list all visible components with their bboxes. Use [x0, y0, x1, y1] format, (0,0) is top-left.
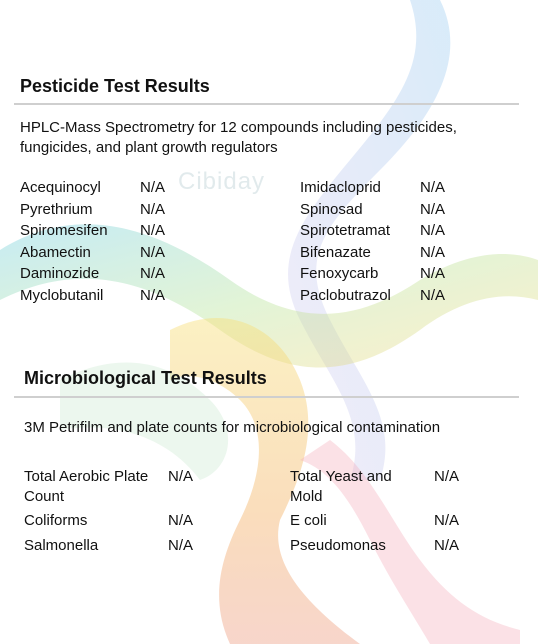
compound-name: Bifenazate — [300, 243, 371, 261]
pesticide-row — [300, 242, 520, 264]
pesticide-description: HPLC-Mass Spectrometry for 12 compounds including pesticides, fungicides, and plant growth regulators — [20, 119, 457, 156]
compound-name: Abamectin — [20, 243, 91, 261]
compound-value: N/A — [140, 222, 166, 240]
compound-name: Acequinocyl — [20, 179, 101, 196]
pesticide-row — [20, 285, 280, 307]
micro-section-title: Microbiological Test Results — [24, 368, 267, 388]
pesticide-section-title: Pesticide Test Results — [20, 76, 210, 96]
micro-test-value: N/A — [168, 537, 194, 554]
micro-test-value: N/A — [434, 512, 460, 529]
pesticide-row — [20, 177, 280, 199]
compound-value: N/A — [420, 200, 446, 218]
micro-test-name: Coliforms — [24, 512, 88, 529]
watermark-text: Cibiday — [178, 168, 266, 195]
pesticide-row — [20, 242, 280, 264]
compound-value: N/A — [140, 265, 166, 283]
micro-test-value: N/A — [434, 468, 460, 485]
compound-name: Imidacloprid — [300, 179, 381, 196]
micro-table — [24, 467, 514, 567]
compound-value: N/A — [140, 286, 166, 304]
compound-value: N/A — [140, 200, 166, 218]
pesticide-row — [300, 285, 520, 307]
compound-value: N/A — [420, 179, 446, 196]
pesticide-row — [300, 220, 520, 242]
compound-name: Paclobutrazol — [300, 286, 391, 304]
compound-name: Fenoxycarb — [300, 265, 379, 283]
compound-name: Myclobutanil — [20, 286, 104, 304]
compound-value: N/A — [140, 179, 166, 196]
micro-description: 3M Petrifilm and plate counts for microbiological contamination — [24, 419, 441, 436]
compound-name: Pyrethrium — [20, 200, 93, 218]
compound-name: Spinosad — [300, 200, 363, 218]
pesticide-row — [300, 177, 520, 199]
pesticide-row — [20, 263, 280, 285]
micro-test-name: Total Yeast and Mold — [290, 468, 392, 505]
pesticide-divider — [14, 103, 519, 105]
compound-name: Daminozide — [20, 265, 100, 283]
compound-name: Spiromesifen — [20, 222, 108, 240]
micro-test-value: N/A — [434, 537, 460, 554]
compound-name: Spirotetramat — [300, 222, 391, 240]
micro-test-name: Total Aerobic Plate Count — [24, 468, 149, 505]
compound-value: N/A — [420, 243, 446, 261]
micro-test-value: N/A — [168, 512, 194, 529]
micro-test-name: E coli — [290, 512, 327, 529]
micro-test-name: Pseudomonas — [290, 537, 386, 554]
pesticide-row — [20, 199, 280, 221]
compound-value: N/A — [140, 243, 166, 261]
micro-test-value: N/A — [168, 468, 194, 485]
compound-value: N/A — [420, 265, 446, 283]
pesticide-table-right — [300, 177, 520, 307]
micro-test-name: Salmonella — [24, 537, 99, 554]
pesticide-row — [20, 220, 280, 242]
compound-value: N/A — [420, 286, 446, 304]
compound-value: N/A — [420, 222, 446, 240]
pesticide-row — [300, 263, 520, 285]
micro-divider — [14, 396, 519, 398]
pesticide-table-left — [20, 177, 280, 307]
pesticide-row — [300, 199, 520, 221]
